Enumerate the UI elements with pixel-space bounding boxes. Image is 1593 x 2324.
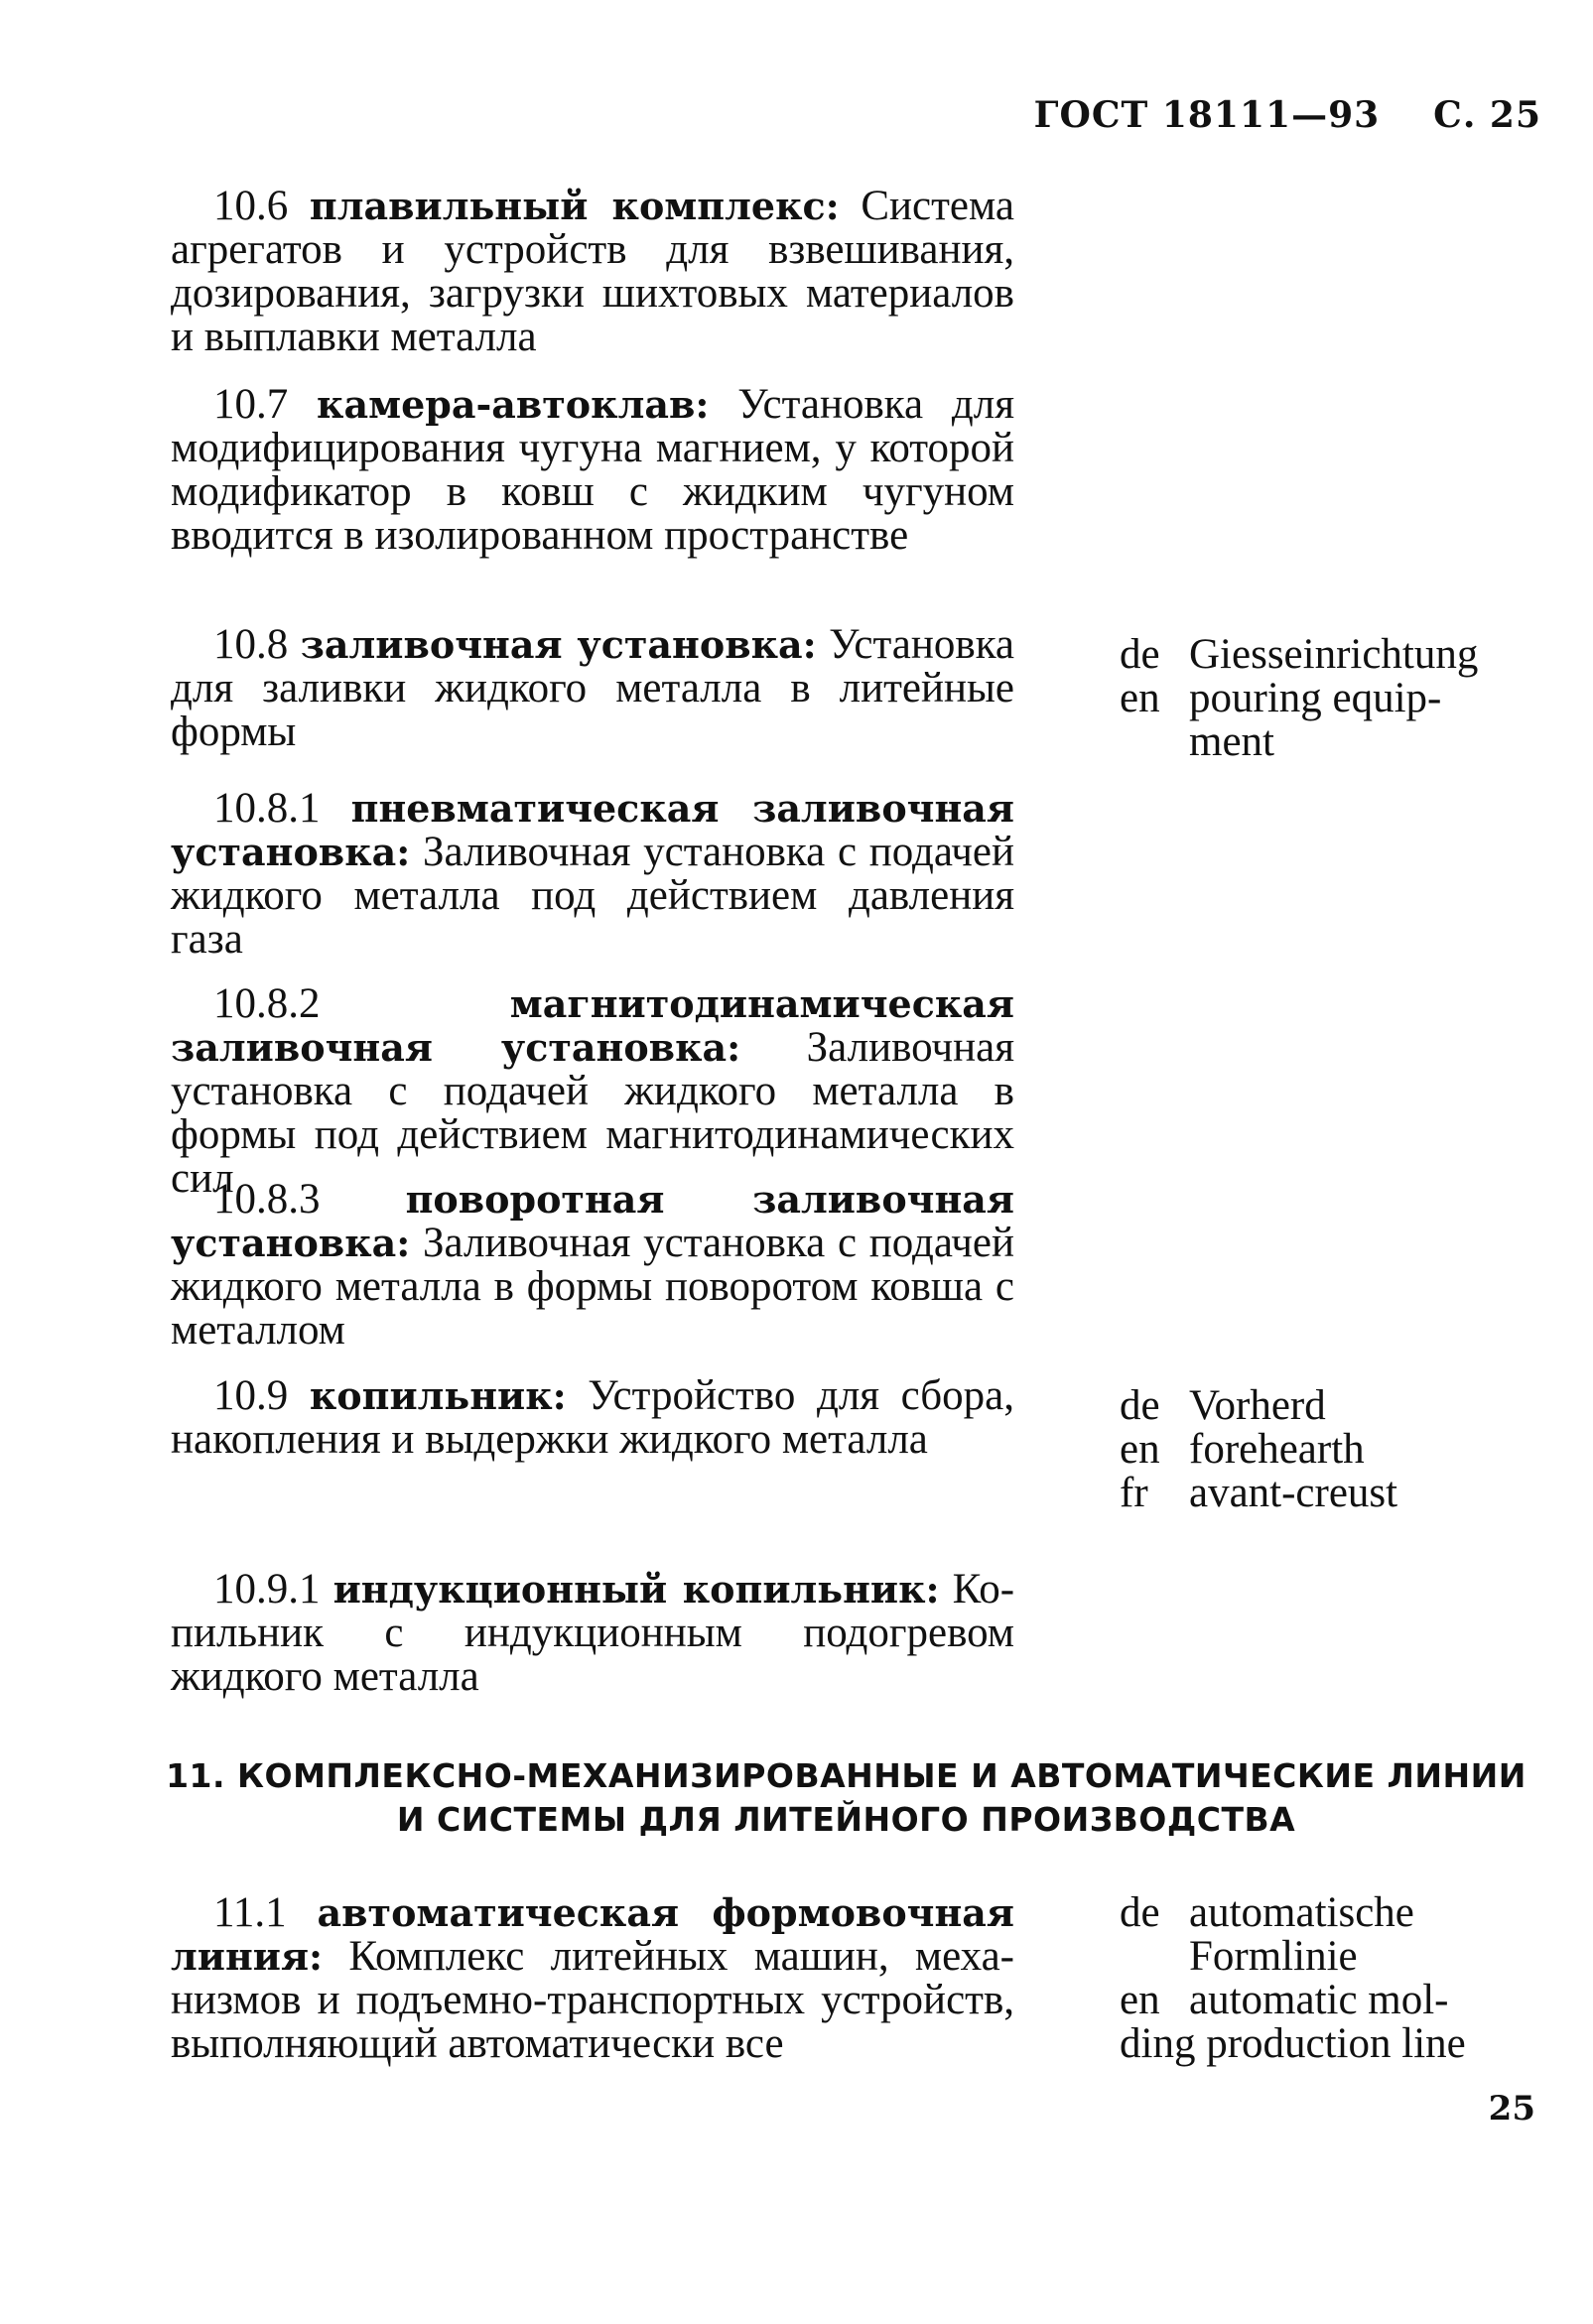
- equivalent-en-continuation: ding production line: [1120, 2020, 1466, 2067]
- term-definition: Установка для модифицирования чугуна магнием, у которой модификатор в ковш с жидким чугуном вводится в изолированном пространстве: [171, 381, 1014, 559]
- term-name: заливочная установка:: [300, 622, 817, 667]
- standard-designation: ГОСТ 18111—93: [1033, 94, 1381, 136]
- term-number: 11.1: [213, 1889, 287, 1936]
- term-entry: [171, 623, 1014, 754]
- term-entry: [171, 787, 1014, 962]
- term-number: 10.7: [213, 381, 289, 428]
- header-page-number: С. 25: [1433, 94, 1541, 136]
- term-entry: [171, 185, 1014, 359]
- equivalent-de: de Giesseinrichtung: [1120, 631, 1479, 678]
- term-name: камера-автоклав:: [317, 382, 710, 427]
- term-number: 10.8: [213, 621, 289, 668]
- term-entry: [171, 982, 1014, 1201]
- term-number: 10.8.1: [213, 785, 321, 832]
- term-name: плавильный комплекс:: [309, 184, 840, 228]
- running-header: [1034, 94, 1541, 136]
- term-number: 10.8.3: [213, 1176, 321, 1223]
- term-definition: Устройство для сбора, накопления и выдержки жидкого металла: [171, 1372, 1014, 1463]
- term-name: магнитодинамическая заливочная установка:: [171, 981, 1014, 1070]
- equivalent-fr: fr avant-creust: [1120, 1470, 1398, 1516]
- foreign-equivalents: [1120, 633, 1478, 764]
- term-entry: [171, 1374, 1014, 1462]
- term-number: 10.6: [213, 183, 289, 229]
- term-entry: [171, 383, 1014, 558]
- term-definition: Заливочная установка с подачей жидкого металла под действием давления газа: [171, 829, 1014, 963]
- foreign-equivalents: [1120, 1384, 1397, 1515]
- term-name: индукционный копильник:: [332, 1567, 940, 1612]
- equivalent-de-continuation: Formlinie: [1189, 1933, 1358, 1980]
- term-number: 10.8.2: [213, 980, 321, 1027]
- foreign-equivalents: [1120, 1891, 1466, 2066]
- equivalent-en: en pouring equip-: [1120, 675, 1442, 721]
- section-heading-line: 11. КОМПЛЕКСНО-МЕХАНИЗИРОВАННЫЕ И АВТОМАТИЧЕСКИЕ ЛИНИИ: [166, 1756, 1527, 1795]
- term-definition: Копильник с индукционным подогревом жидкого металла: [171, 1566, 1015, 1700]
- term-name: пневматическая заливочная установка:: [171, 786, 1014, 874]
- term-number: 10.9.1: [213, 1566, 321, 1613]
- term-definition: Заливочная установка с подачей жидкого металла в формы под действием магнитодинамических сил: [171, 1024, 1014, 1202]
- section-heading: [159, 1754, 1533, 1842]
- term-definition: Система агрегатов и устройств для взвешивания, дозирования, загрузки шихтовых материалов и выплавки металла: [171, 183, 1014, 360]
- term-definition: Комплекс литейных машин, механизмов и подъемно-транспортных устройств, выполняющий автоматически все: [171, 1933, 1014, 2067]
- equivalent-en: en automatic mol-: [1120, 1977, 1449, 2023]
- term-name: поворотная заливочная установка:: [171, 1177, 1014, 1265]
- equivalent-en-continuation: ment: [1189, 718, 1274, 765]
- term-name: автоматическая формовочная линия:: [171, 1890, 1015, 1979]
- equivalent-de: de automatische: [1120, 1889, 1414, 1936]
- term-entry: [171, 1891, 1014, 2066]
- term-entry: [171, 1178, 1014, 1353]
- term-number: 10.9: [213, 1372, 289, 1419]
- section-heading-line: И СИСТЕМЫ ДЛЯ ЛИТЕЙНОГО ПРОИЗВОДСТВА: [396, 1800, 1296, 1839]
- term-entry: [171, 1568, 1014, 1699]
- term-definition: Заливочная установка с подачей жидкого металла в формы поворотом ковша с металлом: [171, 1220, 1014, 1354]
- page-number: 25: [1488, 2089, 1535, 2129]
- term-name: копильник:: [309, 1373, 567, 1418]
- equivalent-de: de Vorherd: [1120, 1382, 1326, 1429]
- equivalent-en: en forehearth: [1120, 1426, 1365, 1473]
- term-definition: Установка для заливки жидкого металла в литейные формы: [171, 621, 1015, 755]
